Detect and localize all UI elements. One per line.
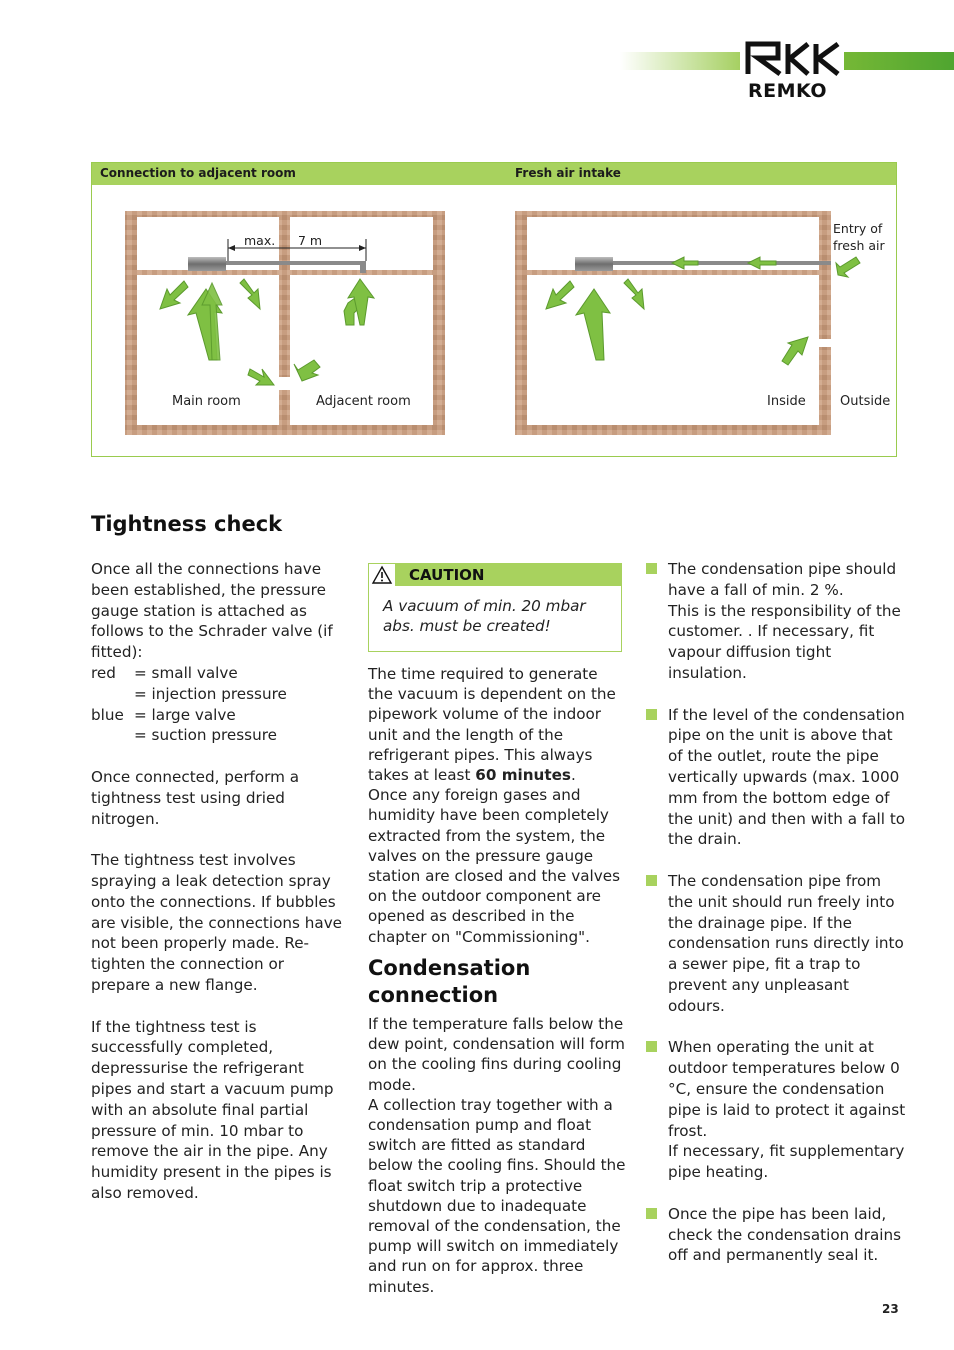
- column-middle: [368, 664, 626, 947]
- list-item: [646, 871, 906, 1017]
- bullet-text: When operating the unit at outdoor temperatures below 0 °C, ensure the condensation pipe is laid to protect it against frost.: [668, 1038, 906, 1140]
- figure-title-left: Connection to adjacent room: [100, 166, 296, 180]
- bullet-list: [646, 559, 906, 1287]
- legend-blue: [91, 705, 346, 726]
- caution-box: [368, 563, 622, 652]
- middle-p3: If the temperature falls below the dew point, condensation will form on the cooling fins during cooling mode.: [368, 1015, 625, 1094]
- legend-red-row2: [91, 684, 346, 705]
- max-label: max.: [244, 233, 276, 248]
- legend-blue-row2: [91, 725, 346, 746]
- bullet-text-2: If necessary, fit supplementary pipe heating.: [668, 1142, 905, 1182]
- heading-condensation: [368, 955, 530, 1009]
- legend-red: [91, 663, 346, 684]
- ventilation-diagram: [92, 185, 898, 457]
- indoor-unit-right: [575, 257, 613, 271]
- tightness-p2: Once connected, perform a tightness test using dried nitrogen.: [91, 767, 300, 828]
- middle-p1-end: .: [570, 766, 576, 785]
- bullet-text: If the level of the condensation pipe on the unit is above that of the outlet, route the pipe vertically upwards (max. 1000 mm from the bottom edge of the unit) and then with a fall to the drain.: [668, 705, 906, 849]
- list-item: [646, 1204, 906, 1266]
- middle-p1: [368, 664, 626, 785]
- caution-header: [369, 564, 621, 586]
- figure-box: [91, 162, 897, 457]
- bullet-square-icon: [646, 875, 657, 886]
- column-middle-2: [368, 1014, 626, 1297]
- legend-red-val1: = small valve: [134, 663, 238, 682]
- bullet-text-2: This is the responsibility of the customer. . If necessary, fit vapour diffusion tight insulation.: [668, 601, 901, 682]
- entry-label-1: Entry of: [833, 221, 883, 236]
- distance-label: 7 m: [298, 233, 323, 248]
- tightness-p3: The tightness test involves spraying a leak detection spray onto the connections. If bubbles are visible, the connections have not been properly made. Re-tighten the connection or prepare a new flange.: [91, 851, 343, 994]
- bullet-text: Once the pipe has been laid, check the condensation drains off and permanently seal it.: [668, 1204, 902, 1265]
- heading-condensation-line1: Condensation: [368, 956, 531, 980]
- tightness-p4: If the tightness test is successfully completed, depressurise the refrigerant pipes and start a vacuum pump with an absolute final partial pressure of min. 10 mbar to remove the air in the pipe. Any humidity present in the pipes is also removed.: [91, 1017, 334, 1202]
- list-item: [646, 705, 906, 851]
- legend-blue-key: blue: [91, 705, 124, 724]
- middle-p4: A collection tray together with a condensation pump and float switch are fitted as standard below the cooling fins. Should the float switch trip a protective shutdown due to inadequate removal of the condensation, the pump will switch on immediately and run on for approx. three minutes.: [368, 1095, 626, 1296]
- legend-blue-val2: = suction pressure: [134, 726, 277, 745]
- middle-p1-bold: 60 minutes: [475, 766, 571, 785]
- outside-label: Outside: [840, 394, 891, 409]
- header: [0, 0, 954, 110]
- bullet-square-icon: [646, 709, 657, 720]
- middle-p2: Once any foreign gases and humidity have been completely extracted from the system, the valves on the pressure gauge station are closed and the valves on the outdoor component are opened as described in the chapter on "Commissioning".: [368, 786, 620, 946]
- left-building: [125, 211, 445, 435]
- middle-p1-text: The time required to generate the vacuum is dependent on the pipework volume of the indoor unit and the length of the refrigerant pipes. This always takes at least: [368, 665, 616, 785]
- legend-red-key: red: [91, 663, 116, 682]
- inside-label: Inside: [767, 394, 806, 409]
- heading-condensation-line2: connection: [368, 983, 499, 1007]
- warning-icon: [369, 564, 397, 586]
- page-number: 23: [882, 1302, 899, 1316]
- bullet-text: The condensation pipe should have a fall of min. 2 %.: [668, 560, 897, 599]
- duct-right: [613, 261, 831, 265]
- duct-left: [226, 261, 366, 265]
- list-item: [646, 559, 906, 684]
- indoor-unit-left: [188, 257, 226, 271]
- list-item: [646, 1037, 906, 1183]
- caution-title: CAUTION: [409, 566, 485, 584]
- figure-title-right: Fresh air intake: [515, 166, 621, 180]
- bullet-square-icon: [646, 1208, 657, 1219]
- bullet-text: The condensation pipe from the unit should run freely into the drainage pipe. If the condensation runs directly into a sewer pipe, fit a trap to prevent any unpleasant odours.: [668, 871, 904, 1015]
- main-room-label: Main room: [172, 394, 241, 409]
- adjacent-room-label: Adjacent room: [316, 394, 411, 409]
- bullet-square-icon: [646, 1041, 657, 1052]
- bullet-square-icon: [646, 563, 657, 574]
- heading-tightness-check: Tightness check: [91, 512, 283, 536]
- legend-red-val2: = injection pressure: [134, 684, 287, 703]
- entry-label-2: fresh air: [833, 238, 885, 253]
- caution-text: A vacuum of min. 20 mbar abs. must be created!: [383, 597, 586, 635]
- figure-header: [92, 163, 896, 185]
- tightness-p1: Once all the connections have been established, the pressure gauge station is attached as follows to the Schrader valve (if fitted):: [91, 560, 333, 662]
- right-building: [515, 211, 890, 435]
- brand-name: REMKO: [748, 80, 828, 102]
- legend-blue-val1: = large valve: [134, 705, 236, 724]
- airflow-arrows-left: [160, 279, 374, 385]
- column-left: [91, 559, 346, 1225]
